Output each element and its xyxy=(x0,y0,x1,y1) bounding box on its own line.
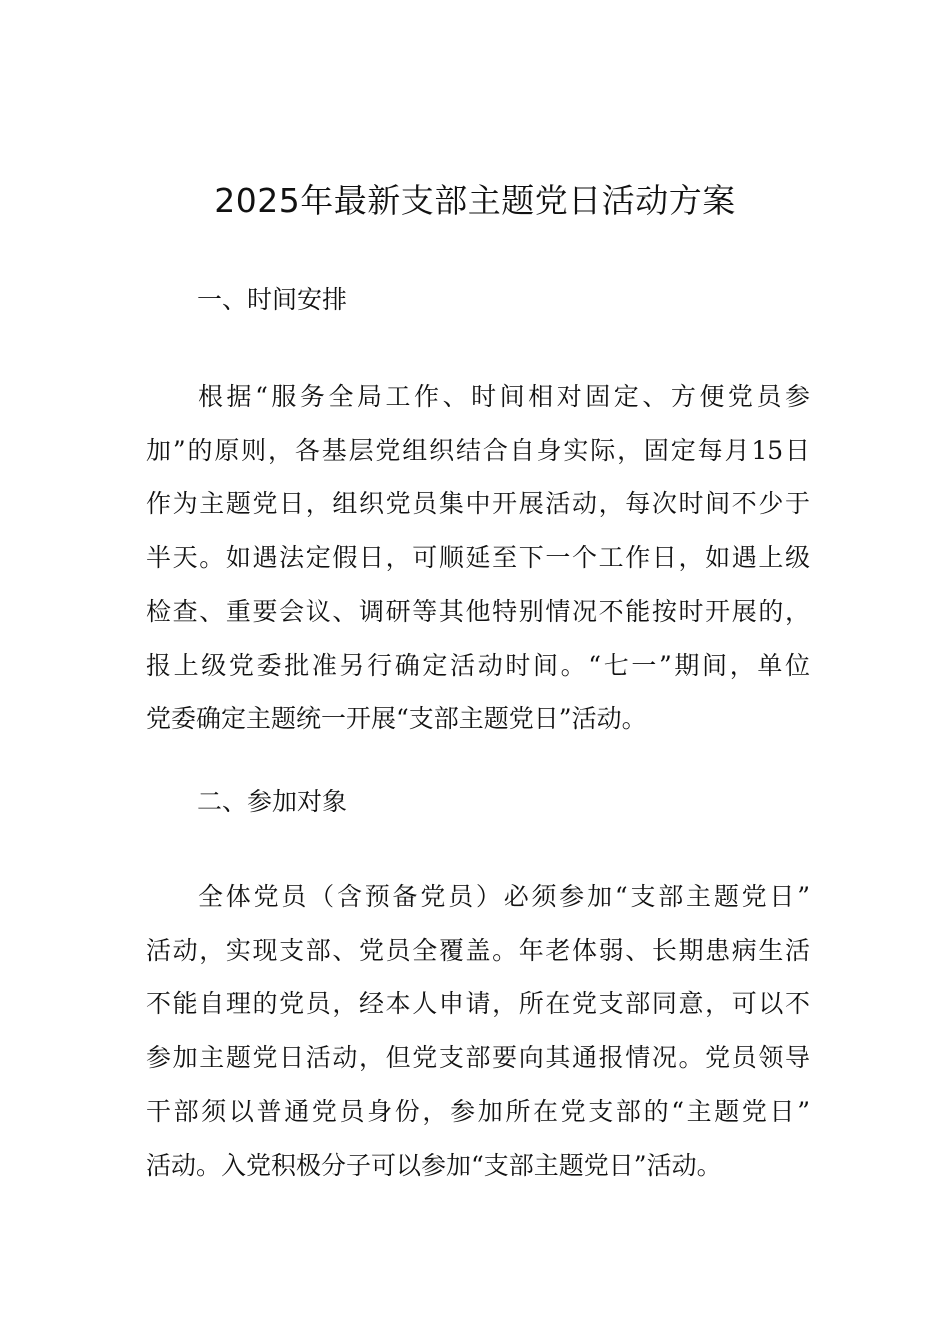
paragraph-line: 活动。入党积极分子可以参加“支部主题党日”活动。 xyxy=(146,1150,722,1180)
document-title: 2025年最新支部主题党日活动方案 xyxy=(214,181,736,220)
paragraph-line: 活动，实现支部、党员全覆盖。年老体弱、长期患病生活 xyxy=(146,935,810,965)
paragraph-line: 根据“服务全局工作、时间相对固定、方便党员参 xyxy=(198,382,810,411)
paragraph-line: 加”的原则，各基层党组织结合自身实际，固定每月15日 xyxy=(146,435,810,465)
paragraph-line: 作为主题党日，组织党员集中开展活动，每次时间不少于 xyxy=(146,489,810,519)
paragraph-line: 半天。如遇法定假日，可顺延至下一个工作日，如遇上级 xyxy=(146,543,810,573)
paragraph-line: 全体党员（含预备党员）必须参加“支部主题党日” xyxy=(198,882,810,911)
paragraph-schedule xyxy=(146,370,810,746)
paragraph-line: 党委确定主题统一开展“支部主题党日”活动。 xyxy=(146,704,647,734)
paragraph-participants xyxy=(146,870,810,1192)
paragraph-line: 干部须以普通党员身份，参加所在党支部的“主题党日” xyxy=(146,1096,810,1126)
section-heading-participants: 二、参加对象 xyxy=(197,787,348,816)
section-heading-schedule: 一、时间安排 xyxy=(197,285,348,314)
paragraph-line: 不能自理的党员，经本人申请，所在党支部同意，可以不 xyxy=(146,989,810,1019)
paragraph-line: 报上级党委批准另行确定活动时间。“七一”期间，单位 xyxy=(146,650,810,680)
paragraph-line: 参加主题党日活动，但党支部要向其通报情况。党员领导 xyxy=(146,1043,810,1073)
paragraph-line: 检查、重要会议、调研等其他特别情况不能按时开展的， xyxy=(146,596,810,626)
